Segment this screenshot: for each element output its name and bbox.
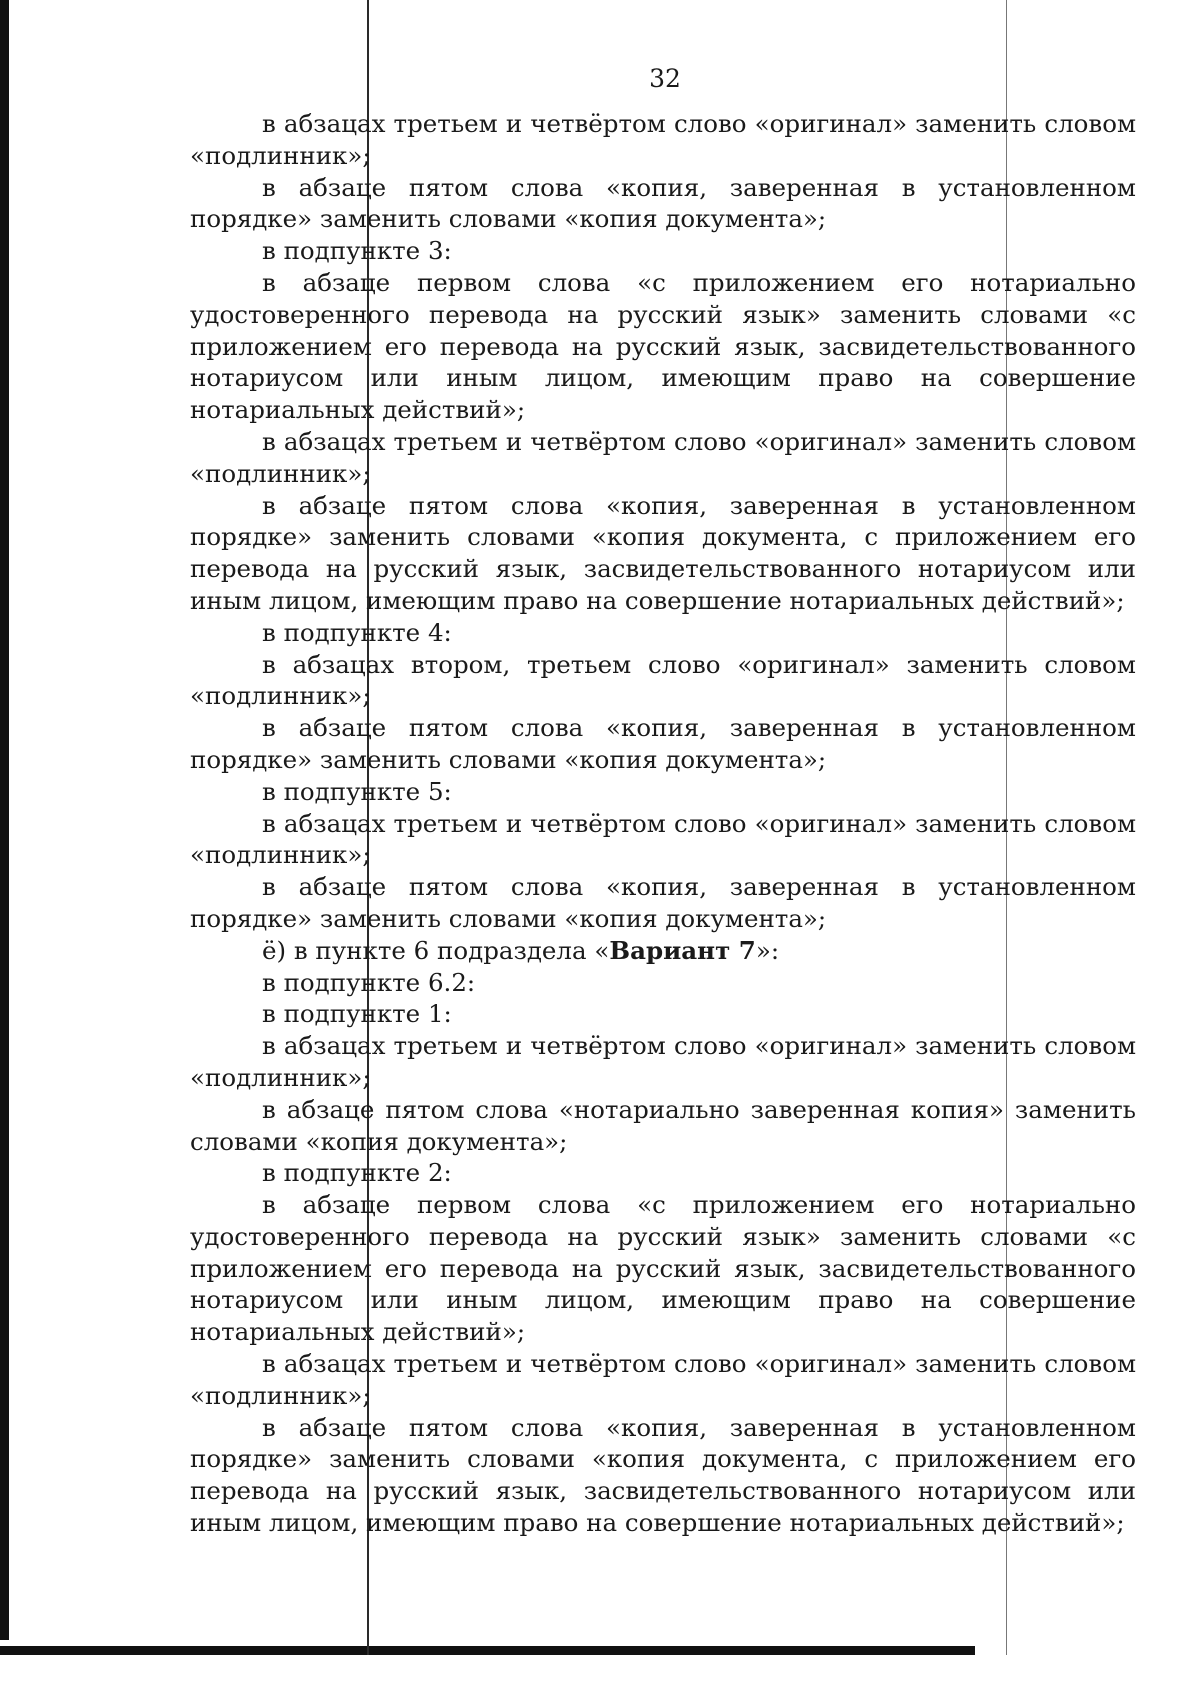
paragraph-text: ё) в пункте 6 подраздела « — [262, 935, 610, 965]
paragraph: в абзацах третьем и четвёртом слово «оригинал» заменить словом «подлинник»; — [190, 109, 1136, 170]
paragraph-text: »: — [755, 935, 780, 965]
paragraph: в подпункте 4: — [262, 617, 452, 647]
paragraph: в абзацах третьем и четвёртом слово «оригинал» заменить словом «подлинник»; — [190, 808, 1136, 870]
paragraph: в абзацах третьем и четвёртом слово «оригинал» заменить словом «подлинник»; — [190, 1349, 1136, 1410]
paragraph: в абзацах третьем и четвёртом слово «оригинал» заменить словом «подлинник»; — [190, 426, 1136, 488]
paragraph: в абзаце первом слова «с приложением его нотариально удостоверенного перевода на русский язык» заменить словами «с приложением его перевода на русский язык, засвидетельствованного нотариусом или иным лицом, имеющим право на совершение нотариальных действий»; — [190, 267, 1136, 425]
paragraph: в подпункте 6.2: — [262, 967, 476, 997]
scan-left-edge — [0, 0, 9, 1640]
paragraph: в абзаце пятом слова «копия, заверенная в установленном порядке» заменить словами «копия документа»; — [190, 713, 1136, 774]
paragraph: в абзацах втором, третьем слово «оригинал» заменить словом «подлинник»; — [190, 649, 1136, 711]
paragraph: в абзаце пятом слова «копия, заверенная в установленном порядке» заменить словами «копия документа»; — [190, 872, 1136, 933]
paragraph: в абзацах третьем и четвёртом слово «оригинал» заменить словом «подлинник»; — [190, 1031, 1136, 1092]
paragraph — [190, 935, 1136, 967]
paragraph: в подпункте 5: — [262, 776, 452, 806]
paragraph: в подпункте 1: — [262, 999, 452, 1029]
paragraph: в подпункте 2: — [262, 1158, 452, 1188]
paragraph: в абзаце пятом слова «копия, заверенная в установленном порядке» заменить словами «копия документа, с приложением его перевода на русский язык, засвидетельствованного нотариусом или иным лицом, имеющим право на совершение нотариальных действий»; — [190, 1412, 1136, 1538]
paragraph: в подпункте 3: — [262, 236, 452, 266]
document-body — [190, 108, 1136, 1539]
scan-bottom-edge — [0, 1646, 975, 1655]
bold-variant-label: Вариант 7 — [609, 935, 756, 965]
page-number: 32 — [649, 64, 681, 93]
paragraph: в абзаце пятом слова «копия, заверенная в установленном порядке» заменить словами «копия документа»; — [190, 172, 1136, 234]
paragraph: в абзаце первом слова «с приложением его нотариально удостоверенного перевода на русский язык» заменить словами «с приложением его перевода на русский язык, засвидетельствованного нотариусом или иным лицом, имеющим право на совершение нотариальных действий»; — [190, 1190, 1136, 1347]
paragraph: в абзаце пятом слова «копия, заверенная в установленном порядке» заменить словами «копия документа, с приложением его перевода на русский язык, засвидетельствованного нотариусом или иным лицом, имеющим право на совершение нотариальных действий»; — [190, 490, 1136, 615]
paragraph: в абзаце пятом слова «нотариально заверенная копия» заменить словами «копия документа»; — [190, 1094, 1136, 1156]
